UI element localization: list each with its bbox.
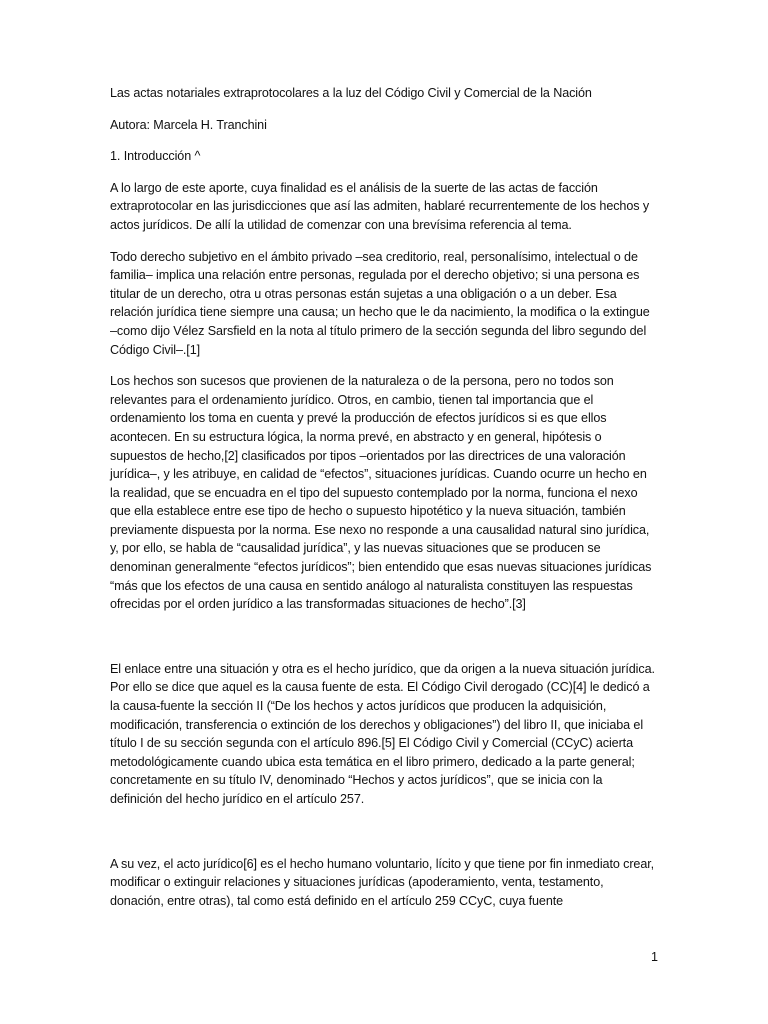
page-number: 1: [650, 950, 658, 964]
paragraph-derecho-subjetivo: Todo derecho subjetivo en el ámbito privado –sea creditorio, real, personalísimo, intelectual o de familia– implica una relación entre personas, regulada por el derecho objetivo; si una persona es titular de un derecho, otra u otras personas están sujetas a una obligación o a un deber. Esa relación jurídica tiene siempre una causa; un hecho que le da nacimiento, la modifica o la extingue –como dijo Vélez Sarsfield en la nota al título primero de la sección segunda del libro segundo del Código Civil–.[1]: [110, 249, 650, 357]
document-title: Las actas notariales extraprotocolares a la luz del Código Civil y Comercial de la Nación: [110, 86, 592, 100]
paragraph-acto-juridico: A su vez, el acto jurídico[6] es el hecho humano voluntario, lícito y que tiene por fin inmediato crear, modificar o extinguir relaciones y situaciones jurídicas (apoderamiento, venta, testamento, donación, entre otras), tal como está definido en el artículo 259 CCyC, cuya fuente: [110, 856, 655, 908]
paragraph-hechos: Los hechos son sucesos que provienen de la naturaleza o de la persona, pero no todos son relevantes para el ordenamiento jurídico. Otros, en cambio, tienen tal importancia que el ordenamiento los toma en cuenta y prevé la producción de efectos jurídicos si es que ellos acontecen. En su estructura lógica, la norma prevé, en abstracto y en general, hipótesis o supuestos de hecho,[2] clasificados por tipos –orientados por las directrices de una valoración jurídica–, y les atribuye, en calidad de “efectos”, situaciones jurídicas. Cuando ocurre un hecho en la realidad, que se encuadra en el tipo del supuesto contemplado por la norma, funciona el nexo que ella establece entre ese tipo de hecho o supuesto hipotético y la nueva situación, también previamente dispuesta por la norma. Ese nexo no responde a una causalidad natural sino jurídica, y, por ello, se habla de “causalidad jurídica”, y las nuevas situaciones que se producen se denominan generalmente “efectos jurídicos”; bien entendido que esas nuevas situaciones jurídicas “más que los efectos de una causa en sentido análogo al naturalista constituyen las respuestas ofrecidas por el orden jurídico a las transformadas situaciones de hecho”.[3]: [110, 374, 652, 612]
document-author: Autora: Marcela H. Tranchini: [110, 117, 267, 132]
paragraph-enlace: El enlace entre una situación y otra es el hecho jurídico, que da origen a la nueva situación jurídica. Por ello se dice que aquel es la causa fuente de esta. El Código Civil derogado (CC)[4] le dedicó a la causa-fuente la sección II (“De los hechos y actos jurídicos que producen la adquisición, modificación, transferencia o extinción de los derechos y obligaciones”) del libro II, que iniciaba el título I de su sección segunda con el artículo 896.[5] El Código Civil y Comercial (CCyC) acierta metodológicamente cuando ubica esta temática en el libro primero, dedicado a la parte general; concretamente en su título IV, denominado “Hechos y actos jurídicos”, que se inicia con la definición del hecho jurídico en el artículo 257.: [110, 661, 655, 806]
section-heading: 1. Introducción ^: [110, 149, 201, 164]
paragraph-intro: A lo largo de este aporte, cuya finalidad es el análisis de la suerte de las actas de facción extraprotocolar en las jurisdicciones que así las admiten, hablaré recurrentemente de los hechos y actos jurídicos. De allí la utilidad de comenzar con una brevísima referencia al tema.: [110, 180, 650, 232]
document-page: [110, 84, 658, 923]
